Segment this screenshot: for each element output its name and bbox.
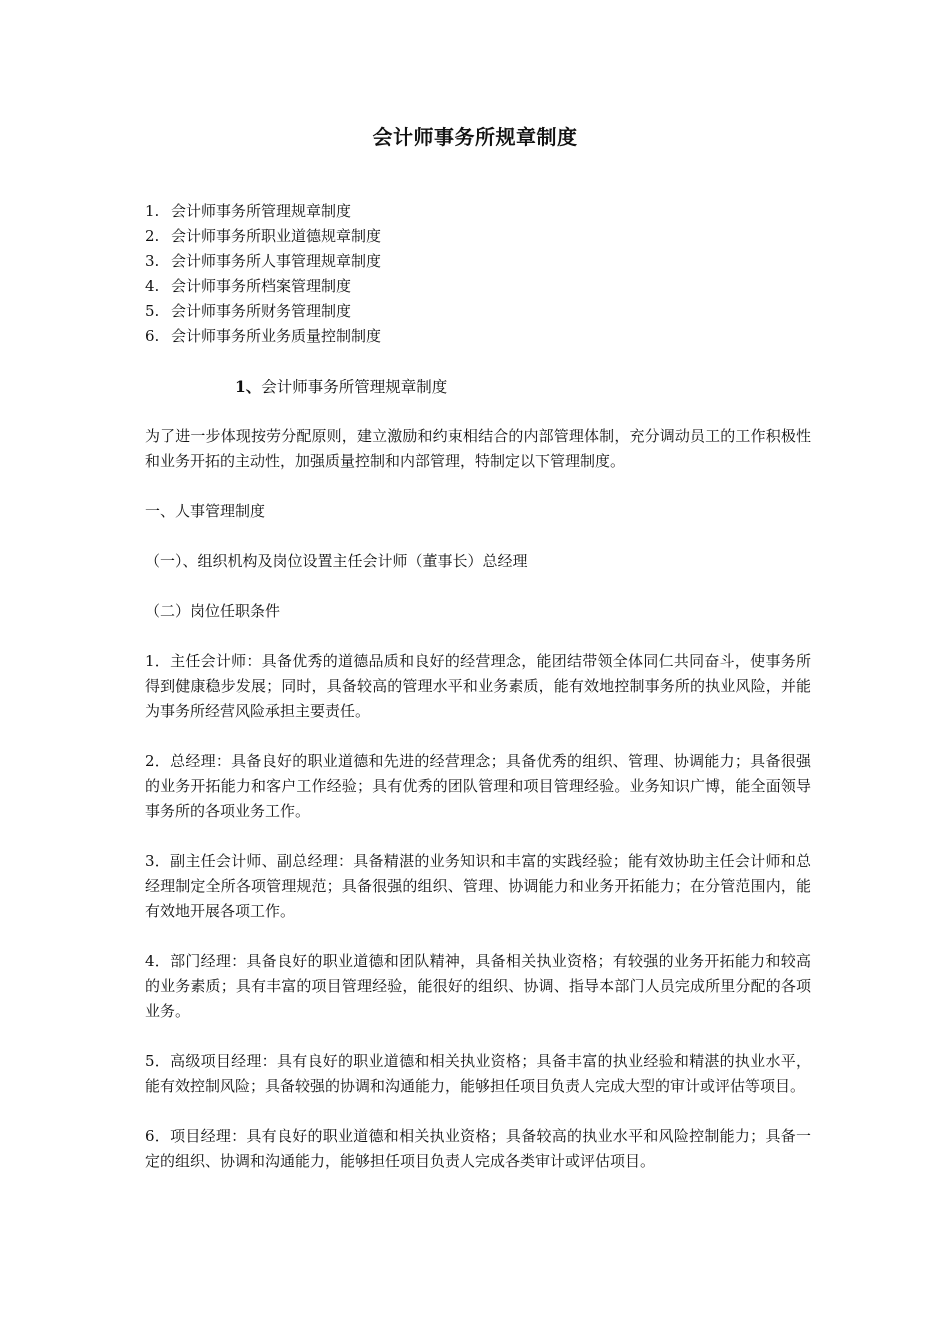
requirement-paragraph: 5．高级项目经理：具有良好的职业道德和相关执业资格；具备丰富的执业经验和精湛的执业水平，能有效控制风险；具备较强的协调和沟通能力，能够担任项目负责人完成大型的审计或评估等项目。: [145, 1052, 811, 1095]
toc-item: [145, 249, 825, 274]
toc-item-number: 5.: [145, 302, 160, 320]
toc-item-number: 1.: [145, 202, 160, 220]
toc-item-number: 3.: [145, 252, 160, 270]
toc-item-text: 会计师事务所业务质量控制制度: [171, 327, 382, 345]
toc-item-text: 会计师事务所财务管理制度: [171, 302, 352, 320]
intro-paragraph: 为了进一步体现按劳分配原则，建立激励和约束相结合的内部管理体制，充分调动员工的工作积极性和业务开拓的主动性，加强质量控制和内部管理，特制定以下管理制度。: [145, 427, 811, 470]
document-body: [145, 424, 811, 1199]
document-title: 会计师事务所规章制度: [372, 125, 578, 149]
section-heading: [235, 374, 447, 400]
requirement-paragraph: 4．部门经理：具备良好的职业道德和团队精神，具备相关执业资格；有较强的业务开拓能力和较高的业务素质；具有丰富的项目管理经验，能很好的组织、协调、指导本部门人员完成所里分配的各项业务。: [145, 952, 811, 1020]
toc-item: [145, 324, 825, 349]
toc-item-number: 2.: [145, 227, 160, 245]
requirement-paragraph: 3．副主任会计师、副总经理：具备精湛的业务知识和丰富的实践经验；能有效协助主任会计师和总经理制定全所各项管理规范；具备很强的组织、管理、协调能力和业务开拓能力；在分管范围内，能有效地开展各项工作。: [145, 852, 811, 920]
toc-item: [145, 299, 825, 324]
table-of-contents: [145, 199, 825, 349]
toc-item: [145, 274, 825, 299]
requirement-paragraph: 6．项目经理：具有良好的职业道德和相关执业资格；具备较高的执业水平和风险控制能力；具备一定的组织、协调和沟通能力，能够担任项目负责人完成各类审计或评估项目。: [145, 1127, 811, 1170]
toc-item-number: 6.: [145, 327, 160, 345]
toc-item: [145, 199, 825, 224]
toc-item-text: 会计师事务所职业道德规章制度: [171, 227, 382, 245]
toc-item-text: 会计师事务所管理规章制度: [171, 202, 352, 220]
toc-item-number: 4.: [145, 277, 160, 295]
section-heading-number: 1、: [235, 377, 262, 396]
requirement-paragraph: 2．总经理：具备良好的职业道德和先进的经营理念；具备优秀的组织、管理、协调能力；具备很强的业务开拓能力和客户工作经验；具有优秀的团队管理和项目管理经验。业务知识广博，能全面领导事务所的各项业务工作。: [145, 752, 811, 820]
requirement-paragraph: 1．主任会计师：具备优秀的道德品质和良好的经营理念，能团结带领全体同仁共同奋斗，使事务所得到健康稳步发展；同时，具备较高的管理水平和业务素质，能有效地控制事务所的执业风险，并能为事务所经营风险承担主要责任。: [145, 652, 811, 720]
toc-item-text: 会计师事务所人事管理规章制度: [171, 252, 382, 270]
subsection-heading: （一）、组织机构及岗位设置主任会计师（董事长）总经理: [145, 552, 528, 570]
part-heading: 一、人事管理制度: [145, 502, 266, 520]
toc-item: [145, 224, 825, 249]
section-heading-text: 会计师事务所管理规章制度: [261, 378, 448, 396]
subsection-heading: （二）岗位任职条件: [145, 602, 281, 620]
toc-item-text: 会计师事务所档案管理制度: [171, 277, 352, 295]
